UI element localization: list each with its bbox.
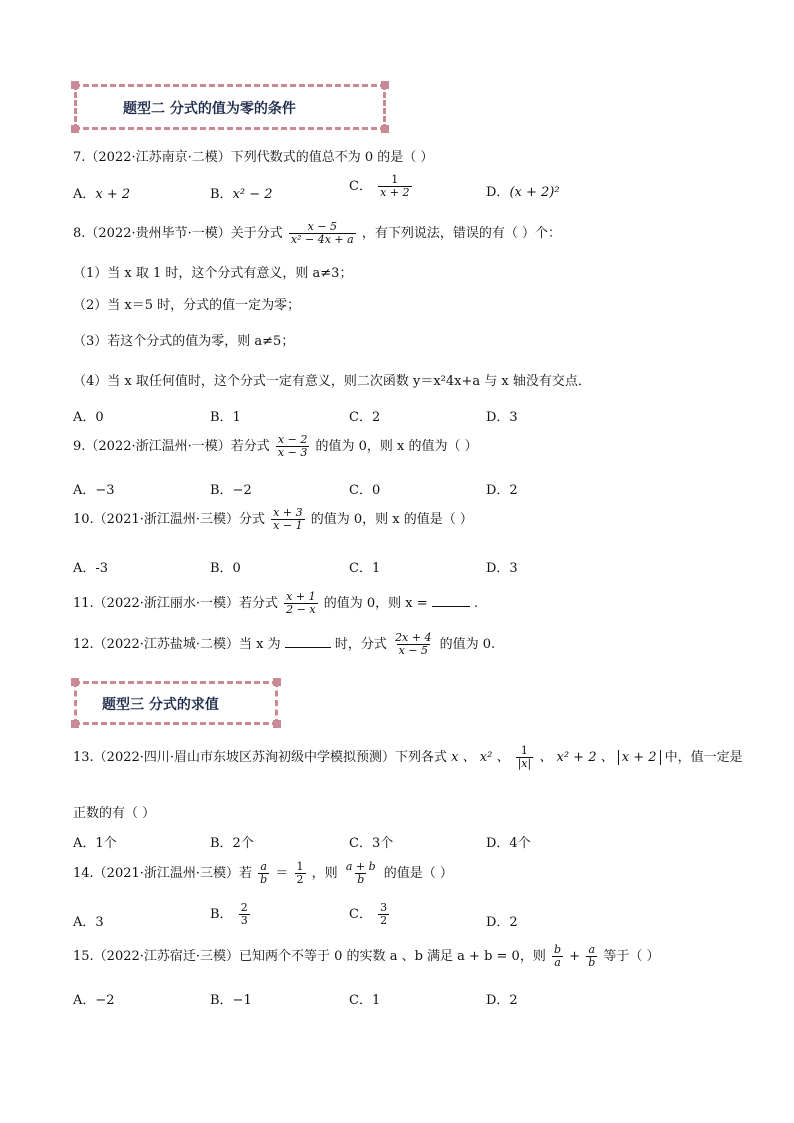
q13-option-b: B．2个: [210, 836, 254, 851]
question-7-stem: 7.（2022·江苏南京·二模）下列代数式的值总不为 0 的是（ ）: [73, 150, 434, 165]
q15-option-d: D．2: [486, 993, 518, 1008]
q15-option-a: A．−2: [73, 993, 115, 1008]
question-8-stem: 8.（2022·贵州毕节·一模）关于分式 $\frac{x - 5}{\text{x² − 4x + a}}$ ，有下列说法，错误的有（ ）个：: [73, 220, 561, 246]
q9-option-d: D．2: [486, 483, 518, 498]
q8-fraction: $\frac{x - 5}{\text{x² − 4x + a}}$: [290, 220, 354, 246]
question-11-stem: 11.（2022·浙江丽水·一模）若分式 $\frac{x + 1}{2 - x}$ 的值为 0，则 x = .: [73, 590, 479, 616]
q13-option-c: C．3个: [349, 836, 394, 851]
q9-option-b: B．−2: [210, 483, 252, 498]
section-title-type3: 题型三 分式的求值: [102, 697, 219, 713]
q13-option-d: D．4个: [486, 836, 531, 851]
question-15-stem: 15.（2022·江苏宿迁·三模）已知两个不等于 0 的实数 a 、b 满足 a + b = 0，则 $\frac{b}{a}$ + $\frac{a}{b}$ 等于（ ）: [73, 943, 660, 969]
q15-fraction-b-over-a: $\frac{b}{a}$: [553, 943, 562, 969]
section-title-type2: 题型二 分式的值为零的条件: [123, 101, 296, 117]
question-13-line2: 正数的有（ ）: [73, 806, 156, 821]
q14-fraction-half: $\frac{1}{2}$: [296, 860, 304, 886]
q14-option-a: A．3: [73, 915, 104, 930]
q15-option-b: B．−1: [210, 993, 252, 1008]
q7-option-c: C． $\frac{1}{x + 2}$: [349, 173, 410, 199]
q12-fraction: $\frac{2x + 4}{x - 5}$: [395, 631, 432, 657]
q15-option-c: C．1: [349, 993, 381, 1008]
q10-fraction: $\frac{x + 3}{x - 1}$: [273, 506, 303, 532]
question-9-stem: 9.（2022·浙江温州·一模）若分式 $\frac{x - 2}{x - 3}$ 的值为 0，则 x 的值为（ ）: [73, 433, 478, 459]
q8-statement-4: （4）当 x 取任何值时，这个分式一定有意义，则二次函数 y＝x²4x+a 与 x 轴没有交点．: [73, 374, 591, 389]
q10-option-d: D．3: [486, 561, 518, 576]
question-14-stem: 14.（2021·浙江温州·三模）若 $\frac{a}{b}$ ＝ $\frac{1}{2}$ ，则 $\frac{a + b}{b}$ 的值是（ ）: [73, 860, 453, 886]
q13-fraction: $\frac{1}{|x|}$: [517, 744, 532, 770]
section-banner-type2: [74, 84, 386, 130]
q14-fraction-a-over-b: $\frac{a}{b}$: [260, 860, 268, 886]
q9-option-a: A．−3: [73, 483, 115, 498]
q8-statement-2: （2）当 x＝5 时，分式的值一定为零；: [73, 298, 301, 313]
q14-option-c: C． $\frac{3}{2}$: [349, 901, 388, 927]
q10-option-b: B．0: [210, 561, 241, 576]
q14-option-d: D．2: [486, 915, 518, 930]
section-banner-type3: [74, 681, 278, 725]
q12-answer-blank: [285, 647, 331, 648]
q7-option-d: D．(x + 2)²: [486, 185, 560, 200]
q15-fraction-a-over-b: $\frac{a}{b}$: [588, 943, 596, 969]
q8-statement-1: （1）当 x 取 1 时，这个分式有意义，则 a≠3；: [73, 266, 353, 281]
q8-option-a: A．0: [73, 410, 104, 425]
q11-answer-blank: [432, 606, 470, 607]
q13-absolute-value: x + 2: [618, 750, 661, 765]
q8-option-d: D．3: [486, 410, 518, 425]
q11-fraction: $\frac{x + 1}{2 - x}$: [286, 590, 316, 616]
q14-b-fraction: $\frac{2}{3}$: [240, 901, 248, 927]
q14-fraction-target: $\frac{a + b}{b}$: [345, 860, 376, 886]
q10-option-c: C．1: [349, 561, 381, 576]
q9-option-c: C．0: [349, 483, 381, 498]
q8-option-c: C．2: [349, 410, 381, 425]
q8-option-b: B．1: [210, 410, 241, 425]
q14-option-b: B． $\frac{2}{3}$: [210, 901, 248, 927]
q13-option-a: A．1个: [73, 836, 117, 851]
q10-option-a: A．-3: [73, 561, 109, 576]
q7-c-fraction: $\frac{1}{x + 2}$: [380, 173, 410, 199]
q7-option-b: B．x² − 2: [210, 187, 273, 202]
q14-c-fraction: $\frac{3}{2}$: [380, 901, 388, 927]
q7-option-a: A．x + 2: [73, 187, 131, 202]
question-12-stem: 12.（2022·江苏盐城·二模）当 x 为 时，分式 $\frac{2x + 4}{x - 5}$ 的值为 0.: [73, 631, 496, 657]
question-13-stem: 13.（2022·四川·眉山市东坡区苏洵初级中学模拟预测）下列各式 x 、 x² 、 $\frac{1}{|x|}$ 、 x² + 2 、 x + 2 中，值一定是: [73, 744, 743, 770]
q8-statement-3: （3）若这个分式的值为零，则 a≠5；: [73, 334, 295, 349]
q9-fraction: $\frac{x - 2}{x - 3}$: [277, 433, 308, 459]
question-10-stem: 10.（2021·浙江温州·三模）分式 $\frac{x + 3}{x - 1}$ 的值为 0，则 x 的值是（ ）: [73, 506, 473, 532]
